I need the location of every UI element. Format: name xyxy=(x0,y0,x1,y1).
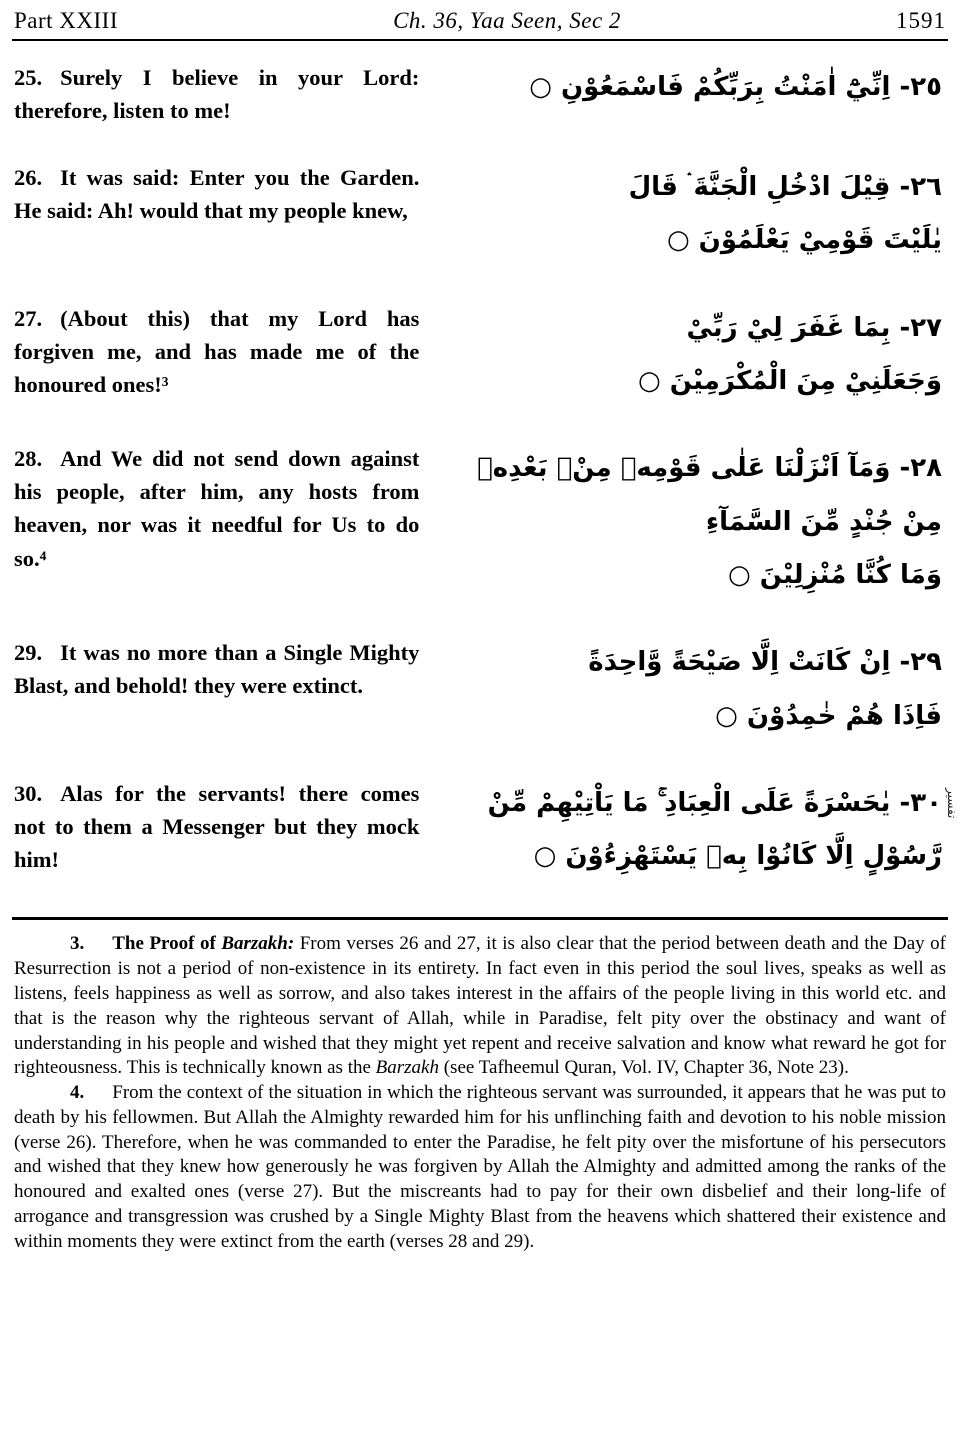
arabic-line: ٢٨- وَمَآ اَنْزَلْنَا عَلٰى قَوْمِهٖ مِنْۢ بَعْدِهٖ xyxy=(477,453,942,484)
footnote-lead: The Proof of xyxy=(112,933,222,955)
part-label: Part XXIII xyxy=(14,8,118,33)
verse-english-27 xyxy=(14,302,419,401)
verse-text: (About this) that my Lord has forgiven me, and has made me of the honoured ones!³ xyxy=(14,305,420,397)
footnote-tail: (see Tafheemul Quran, Vol. IV, Chapter 36, Note 23). xyxy=(438,1057,849,1079)
verse-english-26 xyxy=(14,161,419,227)
verse-row-25 xyxy=(14,61,946,127)
verse-text: And We did not send down against his people, after him, any hosts from heaven, nor was it needful for Us to do so.⁴ xyxy=(14,446,420,571)
verse-arabic-26 xyxy=(447,161,946,268)
verse-text: Surely I believe in your Lord: therefore, listen to me! xyxy=(14,65,420,124)
page-header xyxy=(12,6,948,39)
arabic-line: مِنْ جُنْدٍ مِّنَ السَّمَآءِ xyxy=(705,506,942,537)
arabic-line: وَمَا كُنَّا مُنْزِلِيْنَ ○ xyxy=(727,559,942,590)
verse-text: It was no more than a Single Mighty Blast, and behold! they were extinct. xyxy=(14,640,420,699)
verse-english-29 xyxy=(14,636,419,702)
arabic-line: ٢٧- بِمَا غَفَرَ لِيْ رَبِّيْ xyxy=(686,312,942,343)
footnote-number: 4. xyxy=(70,1082,85,1104)
verse-text: It was said: Enter you the Garden. He said: Ah! would that my people knew, xyxy=(14,165,420,224)
footnote-italic-term: Barzakh xyxy=(375,1057,439,1079)
arabic-line: ٣٠- يٰحَسْرَةً عَلَى الْعِبَادِ ۚ مَا يَاْتِيْهِمْ مِّنْ xyxy=(487,787,942,818)
verse-number: 25. xyxy=(14,65,43,90)
verses-section xyxy=(12,61,948,883)
arabic-line: ٢٩- اِنْ كَانَتْ اِلَّا صَيْحَةً وَّاحِدَةً xyxy=(588,647,942,678)
arabic-line: ٢٦- قِيْلَ ادْخُلِ الْجَنَّةَ ۛ قَالَ xyxy=(628,172,942,203)
arabic-line: وَجَعَلَنِيْ مِنَ الْمُكْرَمِيْنَ ○ xyxy=(638,366,942,397)
arabic-line: ٢٥- اِنِّيْٓ اٰمَنْتُ بِرَبِّكُمْ فَاسْمَعُوْنِ ○ xyxy=(529,72,942,102)
verse-arabic-29 xyxy=(447,636,946,743)
header-rule xyxy=(12,39,948,41)
verse-number: 26. xyxy=(14,165,43,191)
verse-row-29 xyxy=(14,636,946,743)
verse-row-30 xyxy=(14,777,946,884)
arabic-line: فَاِذَا هُمْ خٰمِدُوْنَ ○ xyxy=(715,700,942,731)
page-number: 1591 xyxy=(895,8,946,33)
verse-text: Alas for the servants! there comes not to them a Messenger but they mock him! xyxy=(14,780,420,872)
verse-row-26 xyxy=(14,161,946,268)
verse-english-25 xyxy=(14,61,419,127)
verse-number: 29. xyxy=(14,640,43,666)
chapter-title: Ch. 36, Yaa Seen, Sec 2 xyxy=(393,8,621,33)
verse-arabic-25 xyxy=(447,61,946,114)
verse-row-27 xyxy=(14,302,946,409)
margin-note: تفسير xyxy=(945,788,959,819)
verse-arabic-27 xyxy=(447,302,946,409)
footnotes-section xyxy=(12,932,948,1254)
footnote-separator-rule xyxy=(12,917,948,920)
verse-number: 27. xyxy=(14,305,43,331)
footnote-lead-term: Barzakh: xyxy=(221,933,295,955)
footnote-body: From the context of the situation in which the righteous servant was surrounded, it appears that he was put to death by his fellowmen. But Allah the Almighty rewarded him for his unflinching faith and devotion to his noble mission (verse 26). Therefore, when he was commanded to enter the Paradise, he felt pity over the misfortune of his persecutors and wished that they knew how generously he was forgiven by Allah the Almighty and admitted among the ranks of the honoured and exalted ones (verse 27). But the miscreants had to pay for their own disbelief and their long-life of arrogance and transgression was crushed by a Single Mighty Blast from the heavens which shattered their existence and within moments they were extinct from the earth (verses 28 and 29). xyxy=(14,1082,946,1252)
verse-english-30 xyxy=(14,777,419,876)
verse-row-28 xyxy=(14,442,946,602)
footnote-4 xyxy=(14,1081,946,1254)
verse-number: 30. xyxy=(14,780,43,806)
footnote-number: 3. xyxy=(70,933,85,955)
verse-arabic-28 xyxy=(447,442,946,602)
verse-arabic-30 xyxy=(447,777,946,884)
arabic-line: يٰلَيْتَ قَوْمِيْ يَعْلَمُوْنَ ○ xyxy=(666,225,942,256)
arabic-line: رَّسُوْلٍ اِلَّا كَانُوْا بِهٖ يَسْتَهْزِءُوْنَ ○ xyxy=(533,841,942,872)
verse-english-28 xyxy=(14,442,419,574)
verse-number: 28. xyxy=(14,446,43,472)
footnote-3 xyxy=(14,932,946,1081)
footnote-body: From verses 26 and 27, it is also clear that the period between death and the Day of Resurrection is not a period of non-existence in its entirety. In fact even in this period the soul lives, speaks as well as listens, feels happiness as well as sorrow, and also takes interest in the affairs of the people living in this world etc. and that is the reason why the righteous servant of Allah, while in Paradise, felt pity over the obstinacy and want of understanding in his people and wished that they might yet repent and receive salvation and know what reward he got for righteousness. This is technically known as the xyxy=(14,933,946,1079)
